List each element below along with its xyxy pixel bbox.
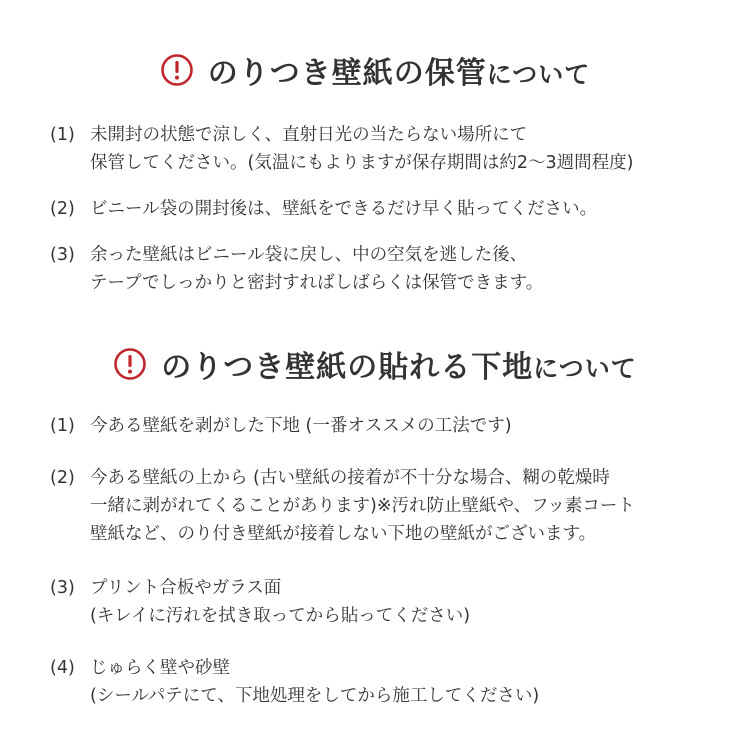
list-item — [50, 654, 730, 710]
list-item — [50, 412, 730, 440]
item-text: プリント合板やガラス面 — [90, 578, 282, 598]
item-number: (1) — [50, 416, 75, 436]
item-text: 今ある壁紙の上から (古い壁紙の接着が不十分な場合、糊の乾燥時 — [90, 468, 610, 488]
item-text: じゅらく壁や砂壁 — [90, 658, 230, 678]
item-number: (3) — [50, 245, 75, 265]
item-number: (1) — [50, 125, 75, 145]
item-text: 未開封の状態で涼しく、直射日光の当たらない場所にて — [90, 125, 528, 145]
item-text: 一緒に剥がれてくることがあります)※汚れ防止壁紙や、フッ素コート — [90, 496, 635, 516]
section-title: のりつき壁紙の保管について — [207, 56, 591, 91]
item-number: (3) — [50, 578, 75, 598]
list-item — [50, 464, 730, 548]
item-text: ビニール袋の開封後は、壁紙をできるだけ早く貼ってください。 — [90, 199, 598, 219]
section-title: のりつき壁紙の貼れる下地について — [161, 350, 637, 385]
list-item — [50, 121, 730, 177]
item-text: 余った壁紙はビニール袋に戻し、中の空気を逃した後、 — [90, 245, 528, 265]
section-heading-substrate — [0, 342, 750, 386]
item-number: (2) — [50, 468, 75, 488]
item-text: テープでしっかりと密封すればしばらくは保管できます。 — [90, 273, 544, 293]
item-text: 今ある壁紙を剥がした下地 (一番オススメの工法です) — [90, 416, 512, 436]
item-text: (シールパテにて、下地処理をしてから施工してください) — [90, 686, 540, 706]
item-number: (2) — [50, 199, 75, 219]
item-text: (キレイに汚れを拭き取ってから貼ってください) — [90, 606, 471, 626]
item-text: 壁紙など、のり付き壁紙が接着しない下地の壁紙がございます。 — [90, 524, 597, 544]
exclamation-circle-icon — [160, 53, 194, 87]
exclamation-circle-icon — [113, 347, 147, 381]
list-item — [50, 574, 730, 630]
item-text: 保管してください。(気温にもよりますが保存期間は約2〜3週間程度) — [90, 153, 634, 173]
section-heading-storage — [0, 48, 750, 92]
list-item — [50, 195, 730, 223]
item-number: (4) — [50, 658, 75, 678]
list-item — [50, 241, 730, 297]
